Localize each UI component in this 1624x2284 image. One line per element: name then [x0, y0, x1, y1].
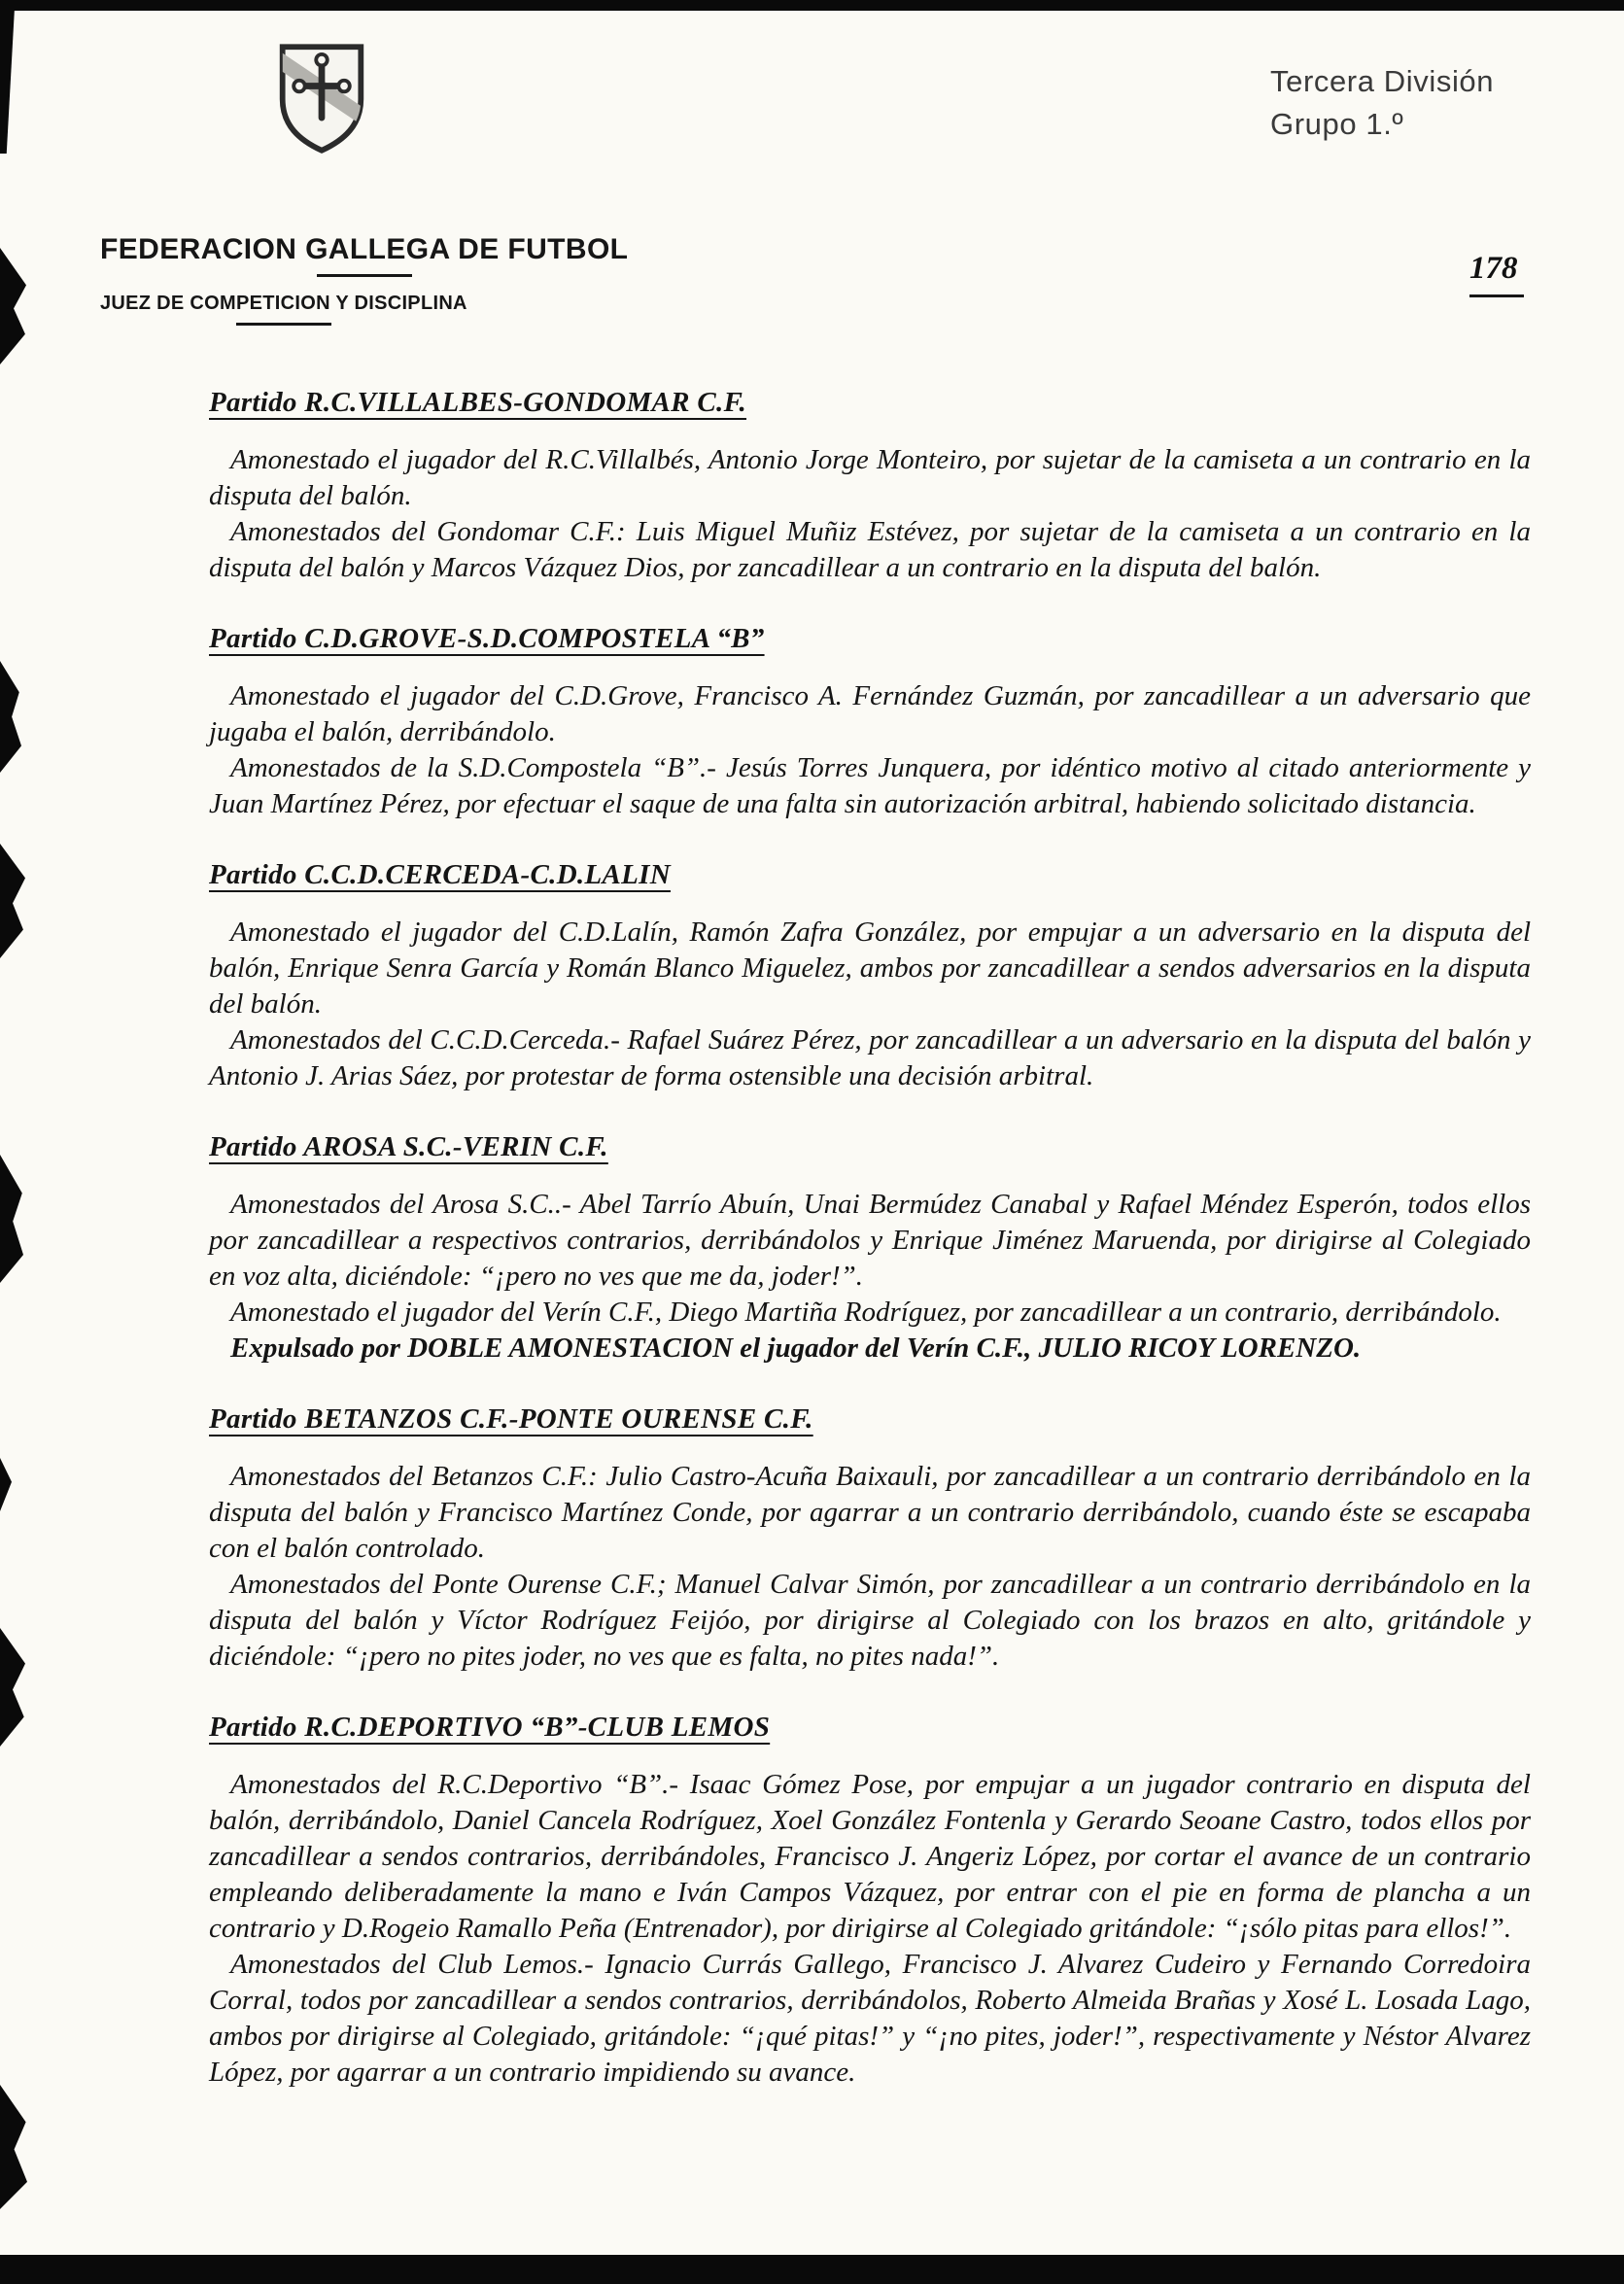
match-section: [209, 1131, 1531, 1367]
sanction-paragraph: Amonestado el jugador del Verín C.F., Diego Martiña Rodríguez, por zancadillear a un contrario, derribándolo.: [230, 1297, 1502, 1328]
org-name: FEDERACION GALLEGA DE FUTBOL: [100, 233, 629, 265]
divider: [236, 323, 331, 326]
scan-edge-bottom: [0, 2255, 1624, 2284]
scan-edge-top: [0, 0, 1624, 11]
match-title: Partido C.C.D.CERCEDA-C.D.LALIN: [209, 859, 671, 890]
page-number: 178: [1469, 251, 1518, 286]
match-section: [209, 387, 1531, 586]
match-section: [209, 1712, 1531, 2091]
org-subtitle: JUEZ DE COMPETICION Y DISCIPLINA: [100, 293, 467, 314]
match-title: Partido R.C.DEPORTIVO “B”-CLUB LEMOS: [209, 1712, 771, 1743]
report-body: [209, 387, 1531, 2091]
divider: [317, 274, 412, 277]
match-section: [209, 623, 1531, 822]
org-header: [100, 233, 628, 326]
sanction-paragraph: Amonestados de la S.D.Compostela “B”.- Jesús Torres Junquera, por idéntico motivo al citado anteriormente y Juan Martínez Pérez, por efectuar el saque de una falta sin autorización arbitral, habiendo solicitado distancia.: [209, 752, 1531, 819]
match-title: Partido C.D.GROVE-S.D.COMPOSTELA “B”: [209, 623, 765, 654]
federation-crest-icon: [275, 41, 368, 156]
sanction-paragraph: Amonestados del C.C.D.Cerceda.- Rafael Suárez Pérez, por zancadillear a un adversario en la disputa del balón y Antonio J. Arias Sáez, por protestar de forma ostensible una decisión arbitral.: [209, 1024, 1531, 1091]
page-number-block: [1469, 251, 1524, 297]
match-title: Partido AROSA S.C.-VERIN C.F.: [209, 1131, 608, 1162]
match-section: [209, 1403, 1531, 1675]
division-info: [1270, 60, 1494, 146]
sanction-paragraph: Amonestado el jugador del R.C.Villalbés, Antonio Jorge Monteiro, por sujetar de la camiseta a un contrario en la disputa del balón.: [209, 444, 1531, 511]
sanction-paragraph: Amonestados del Betanzos C.F.: Julio Castro-Acuña Baixauli, por zancadillear a un contrario derribándolo en la disputa del balón y Francisco Martínez Conde, por agarrar a un contrario derribándolo, cuando éste se escapaba con el balón controlado.: [209, 1461, 1531, 1564]
sanction-paragraph: Amonestados del Gondomar C.F.: Luis Miguel Muñiz Estévez, por sujetar de la camiseta a un contrario en la disputa del balón y Marcos Vázquez Dios, por zancadillear a un contrario en la disputa del balón.: [209, 516, 1531, 583]
sanction-paragraph: Expulsado por DOBLE AMONESTACION el jugador del Verín C.F., JULIO RICOY LORENZO.: [230, 1332, 1362, 1364]
sanction-paragraph: Amonestados del Ponte Ourense C.F.; Manuel Calvar Simón, por zancadillear a un contrario derribándolo en la disputa del balón y Víctor Rodríguez Feijóo, por dirigirse al Colegiado con los brazos en alto, gritándole y diciéndole: “¡pero no pites joder, no ves que es falta, no pites nada!”.: [209, 1569, 1531, 1672]
sanction-paragraph: Amonestado el jugador del C.D.Grove, Francisco A. Fernández Guzmán, por zancadillear a un adversario que jugaba el balón, derribándolo.: [209, 680, 1531, 747]
match-title: Partido BETANZOS C.F.-PONTE OURENSE C.F.: [209, 1403, 813, 1435]
sanction-paragraph: Amonestados del R.C.Deportivo “B”.- Isaac Gómez Pose, por empujar a un jugador contrario en disputa del balón, derribándolo, Daniel Cancela Rodríguez, Xoel González Fontenla y Gerardo Seoane Castro, todos ellos por zancadillear a sendos contrarios, derribándoles, Francisco J. Angeriz López, por cortar el avance de un contrario empleando deliberadamente la mano e Iván Campos Vázquez, por entrar con el pie en forma de plancha a un contrario y D.Rogeio Ramallo Peña (Entrenador), por dirigirse al Colegiado gritándole: “¡sólo pitas para ellos!”.: [209, 1769, 1531, 1944]
sanction-paragraph: Amonestados del Arosa S.C..- Abel Tarrío Abuín, Unai Bermúdez Canabal y Rafael Méndez Esperón, todos ellos por zancadillear a respectivos contrarios, derribándolos y Enrique Jiménez Maruenda, por dirigirse al Colegiado en voz alta, diciéndole: “¡pero no ves que me da, joder!”.: [209, 1189, 1531, 1292]
division-label: Tercera División: [1270, 64, 1495, 98]
match-section: [209, 859, 1531, 1094]
match-title: Partido R.C.VILLALBES-GONDOMAR C.F.: [209, 387, 747, 418]
divider: [1469, 294, 1524, 297]
group-label: Grupo 1.º: [1270, 107, 1404, 141]
sanction-paragraph: Amonestados del Club Lemos.- Ignacio Currás Gallego, Francisco J. Alvarez Cudeiro y Fernando Corredoira Corral, todos por zancadillear a sendos contrarios, derribándolos, Roberto Almeida Brañas y Xosé L. Losada Lago, ambos por dirigirse al Colegiado, gritándole: “¡qué pitas!” y “¡no pites, joder!”, respectivamente y Néstor Alvarez López, por agarrar a un contrario impidiendo su avance.: [209, 1949, 1531, 2088]
sanction-paragraph: Amonestado el jugador del C.D.Lalín, Ramón Zafra González, por empujar a un adversario en la disputa del balón, Enrique Senra García y Román Blanco Miguelez, ambos por zancadillear a sendos adversarios en la disputa del balón.: [209, 917, 1531, 1020]
